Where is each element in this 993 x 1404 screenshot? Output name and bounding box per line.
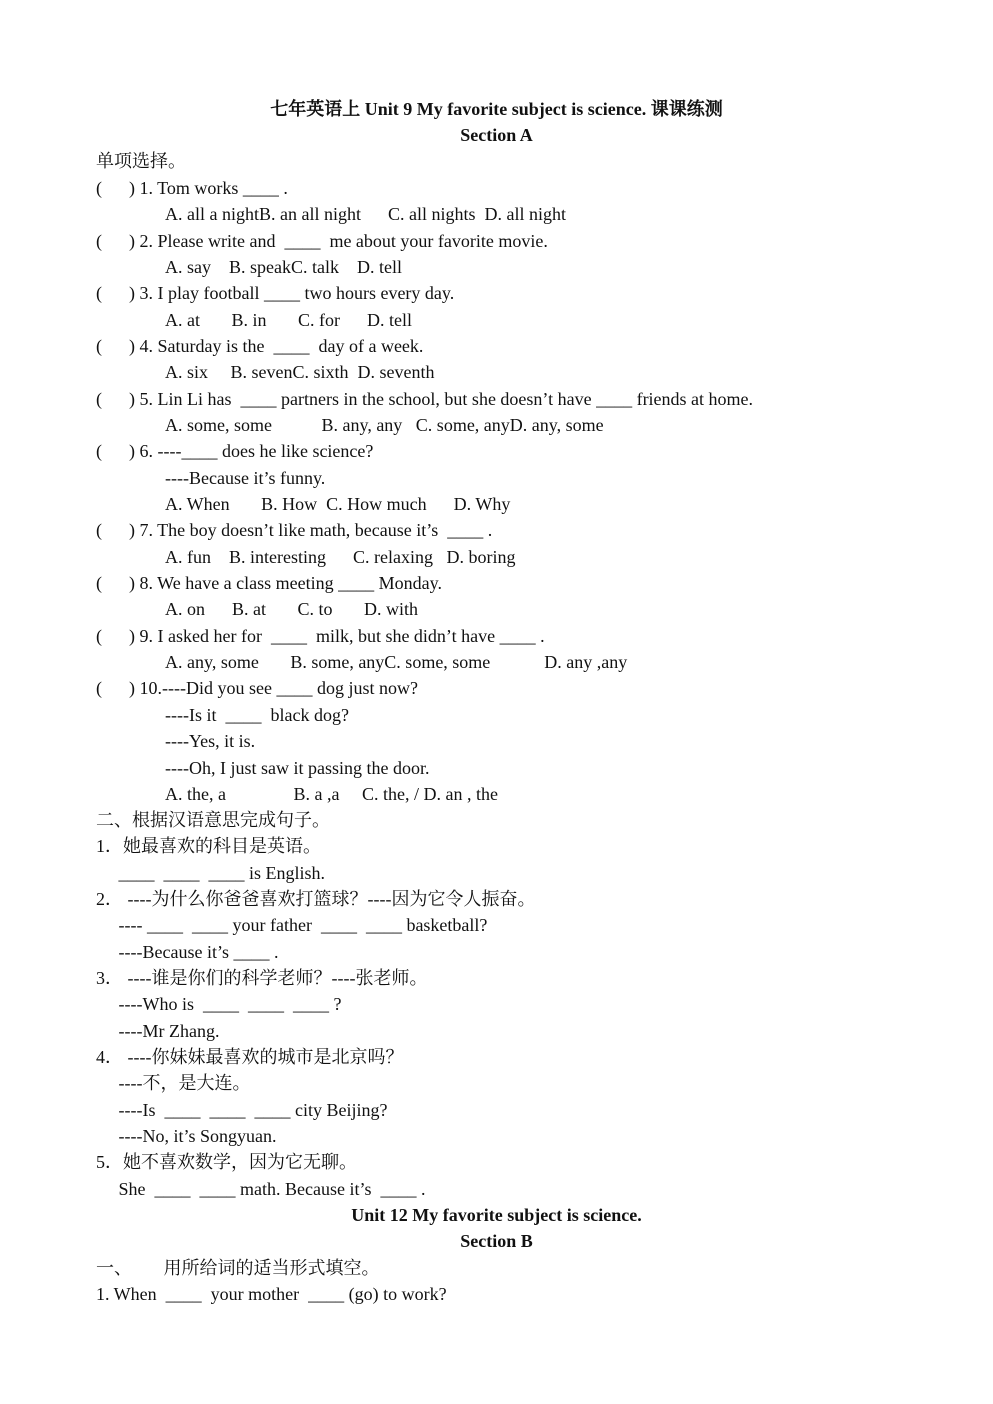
- part2-line: ----Because it’s ____ .: [96, 942, 279, 962]
- question-8-options: A. on B. at C. to D. with: [165, 599, 419, 619]
- part2-line: ----Is ____ ____ ____ city Beijing?: [96, 1100, 388, 1120]
- question-6-options: A. When B. How C. How much D. Why: [165, 494, 511, 514]
- part2-line: 4． ----你妹妹最喜欢的城市是北京吗？: [96, 1047, 404, 1067]
- question-10-dialogue-3: ----Oh, I just saw it passing the door.: [165, 758, 430, 778]
- part3-line: 1. When ____ your mother ____ (go) to work?: [96, 1284, 447, 1304]
- question-7: ( ) 7. The boy doesn’t like math, because it’s ____ .: [96, 520, 493, 540]
- question-2-options: A. say B. speakC. talk D. tell: [165, 257, 402, 277]
- section-a-heading: Section A: [460, 125, 533, 145]
- part3-heading: 一、 用所给词的适当形式填空。: [96, 1258, 380, 1278]
- part2-line: ----不，是大连。: [96, 1073, 251, 1093]
- question-9-options: A. any, some B. some, anyC. some, some D. any ,any: [165, 652, 628, 672]
- question-10: ( ) 10.----Did you see ____ dog just now?: [96, 678, 418, 698]
- part2-line: ---- ____ ____ your father ____ ____ basketball?: [96, 915, 488, 935]
- question-1-options: A. all a nightB. an all night C. all nights D. all night: [165, 204, 566, 224]
- question-5-options: A. some, some B. any, any C. some, anyD. any, some: [165, 415, 604, 435]
- part2-heading: 二、根据汉语意思完成句子。: [96, 810, 330, 830]
- unit-12-title: Unit 12 My favorite subject is science.: [351, 1205, 642, 1225]
- question-10-dialogue-1: ----Is it ____ black dog?: [165, 705, 349, 725]
- question-2: ( ) 2. Please write and ____ me about your favorite movie.: [96, 231, 548, 251]
- part2-line: ----No, it’s Songyuan.: [96, 1126, 277, 1146]
- part2-line: ____ ____ ____ is English.: [96, 863, 326, 883]
- question-7-options: A. fun B. interesting C. relaxing D. boring: [165, 547, 516, 567]
- part2-line: ----Who is ____ ____ ____ ?: [96, 994, 342, 1014]
- question-4: ( ) 4. Saturday is the ____ day of a week.: [96, 336, 424, 356]
- part2-line: 3． ----谁是你们的科学老师？----张老师。: [96, 968, 428, 988]
- question-3: ( ) 3. I play football ____ two hours every day.: [96, 283, 455, 303]
- part2-line: ----Mr Zhang.: [96, 1021, 220, 1041]
- question-6-dialogue: ----Because it’s funny.: [165, 468, 326, 488]
- page-title: 七年英语上 Unit 9 My favorite subject is science. 课课练测: [270, 99, 723, 119]
- part2-line: She ____ ____ math. Because it’s ____ .: [96, 1179, 426, 1199]
- question-1: ( ) 1. Tom works ____ .: [96, 178, 288, 198]
- section-b-heading: Section B: [460, 1231, 533, 1251]
- question-4-options: A. six B. sevenC. sixth D. seventh: [165, 362, 435, 382]
- question-5: ( ) 5. Lin Li has ____ partners in the school, but she doesn’t have ____ friends at home.: [96, 389, 754, 409]
- question-10-options: A. the, a B. a ,a C. the, / D. an , the: [165, 784, 498, 804]
- question-3-options: A. at B. in C. for D. tell: [165, 310, 412, 330]
- question-9: ( ) 9. I asked her for ____ milk, but she didn’t have ____ .: [96, 626, 545, 646]
- part2-line: 2． ----为什么你爸爸喜欢打篮球？----因为它令人振奋。: [96, 889, 536, 909]
- question-8: ( ) 8. We have a class meeting ____ Monday.: [96, 573, 442, 593]
- question-6: ( ) 6. ----____ does he like science?: [96, 441, 374, 461]
- question-10-dialogue-2: ----Yes, it is.: [165, 731, 256, 751]
- part2-line: 5．她不喜欢数学，因为它无聊。: [96, 1152, 357, 1172]
- part1-heading: 单项选择。: [96, 151, 186, 171]
- part2-line: 1．她最喜欢的科目是英语。: [96, 836, 321, 856]
